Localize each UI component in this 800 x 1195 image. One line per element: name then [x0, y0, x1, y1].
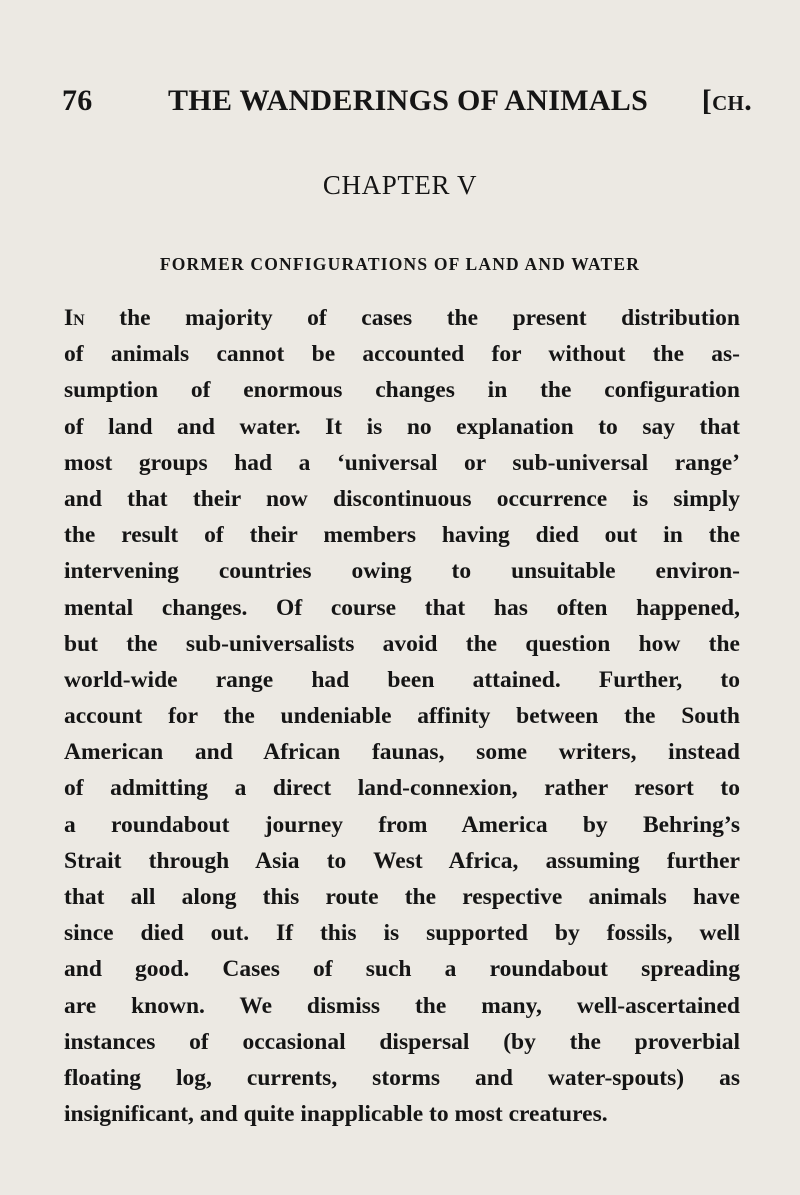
- text-line: of land and water. It is no explanation to say that: [64, 413, 740, 440]
- text-line: a roundabout journey from America by Behring’s: [64, 811, 740, 838]
- text-line: world-wide range had been attained. Further, to: [64, 666, 740, 693]
- text-line: of admitting a direct land-connexion, rather resort to: [64, 775, 740, 802]
- text-line: American and African faunas, some writers, instead: [64, 739, 740, 766]
- text-line: sumption of enormous changes in the configuration: [64, 377, 740, 404]
- body-paragraph: [64, 300, 740, 1132]
- text-line: since died out. If this is supported by fossils, well: [64, 920, 740, 947]
- text-line: [64, 300, 740, 336]
- text-line: of animals cannot be accounted for without the as-: [64, 341, 740, 368]
- text-line: and that their now discontinuous occurrence is simply: [64, 485, 740, 512]
- chapter-title: FORMER CONFIGURATIONS OF LAND AND WATER: [159, 254, 641, 274]
- line-text: the majority of cases the present distribution: [84, 305, 740, 331]
- running-head: [62, 84, 752, 124]
- chapter-heading: CHAPTER V: [322, 170, 478, 200]
- running-chapter-abbr: [702, 84, 752, 118]
- text-line: but the sub-universalists avoid the question how the: [64, 630, 740, 657]
- text-line: Strait through Asia to West Africa, assuming further: [64, 847, 740, 874]
- running-title: THE WANDERINGS OF ANIMALS: [168, 84, 649, 117]
- chapter-bracket: [: [701, 84, 713, 117]
- text-line: account for the undeniable affinity between the South: [64, 703, 740, 730]
- text-line: instances of occasional dispersal (by the proverbial: [64, 1028, 740, 1055]
- text-line: that all along this route the respective animals have: [64, 884, 740, 910]
- text-line: floating log, currents, storms and water-spouts) as: [64, 1064, 740, 1091]
- chapter-abbr-text: ch.: [712, 84, 752, 117]
- text-line: the result of their members having died out in the: [64, 522, 740, 549]
- text-line: most groups had a ‘universal or sub-universal range’: [64, 449, 740, 476]
- page-number: 76: [62, 84, 93, 117]
- text-line: intervening countries owing to unsuitable environ-: [64, 558, 740, 585]
- text-line: insignificant, and quite inapplicable to most creatures.: [64, 1101, 608, 1128]
- text-line: and good. Cases of such a roundabout spreading: [64, 956, 740, 983]
- first-word: In: [64, 305, 85, 331]
- text-line: are known. We dismiss the many, well-ascertained: [64, 992, 740, 1019]
- text-line: mental changes. Of course that has often happened,: [64, 594, 740, 621]
